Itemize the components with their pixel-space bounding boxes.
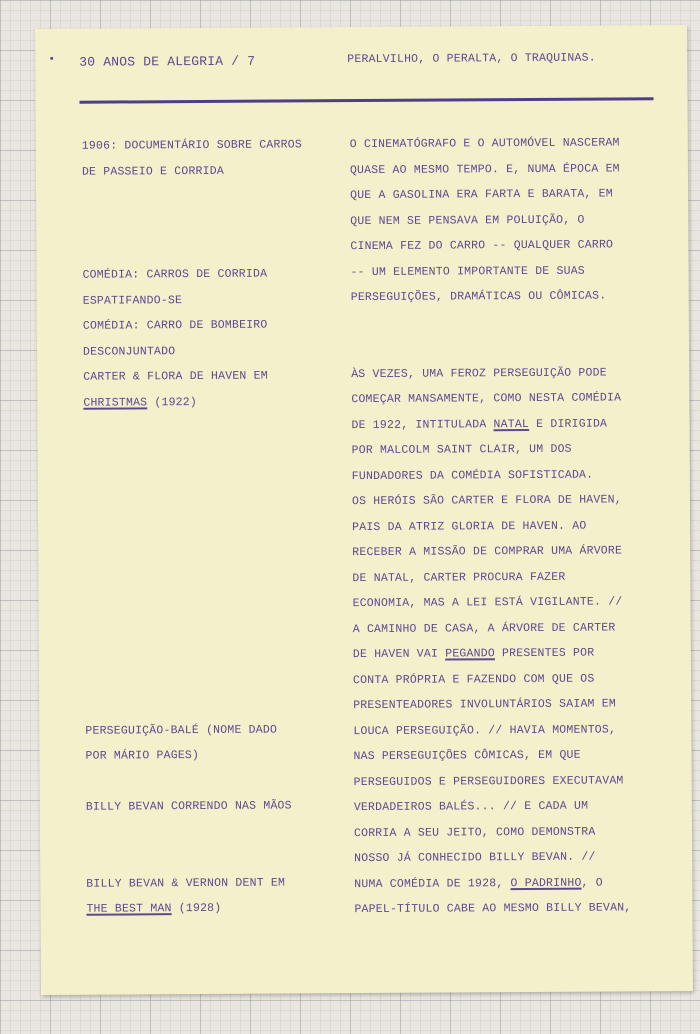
right-line	[353, 647, 595, 661]
left-line: ESPATIFANDO-SE	[82, 294, 183, 308]
punch-mark	[50, 57, 53, 60]
film-title: NATAL	[493, 417, 530, 432]
right-line	[354, 877, 603, 892]
left-line: COMÉDIA: CARRO DE BOMBEIRO	[82, 318, 268, 333]
right-line: QUE A GASOLINA ERA FARTA E BARATA, EM	[350, 187, 613, 203]
right-line: DE NATAL, CARTER PROCURA FAZER	[352, 570, 566, 586]
right-line: COMEÇAR MANSAMENTE, COMO NESTA COMÉDIA	[351, 391, 622, 407]
left-line: PERSEGUIÇÃO-BALÉ (NOME DADO	[85, 723, 278, 738]
right-line: O CINEMATÓGRAFO E O AUTOMÓVEL NASCERAM	[349, 136, 620, 152]
right-line: OS HERÓIS SÃO CARTER E FLORA DE HAVEN,	[351, 493, 622, 509]
header-left: 30 ANOS DE ALEGRIA / 7	[79, 53, 256, 70]
right-line: QUE NEM SE PENSAVA EM POLUIÇÃO, O	[350, 213, 585, 229]
left-line: CARTER & FLORA DE HAVEN EM	[83, 369, 268, 384]
right-line: PRESENTEADORES INVOLUNTÁRIOS SAIAM EM	[353, 697, 616, 713]
right-line: CONTA PRÓPRIA E FAZENDO COM QUE OS	[353, 672, 595, 688]
header-rule	[79, 97, 653, 104]
right-line: QUASE AO MESMO TEMPO. E, NUMA ÉPOCA EM	[349, 162, 620, 178]
right-line: RECEBER A MISSÃO DE COMPRAR UMA ÁRVORE	[352, 544, 623, 560]
right-line: FUNDADORES DA COMÉDIA SOFISTICADA.	[351, 468, 594, 484]
right-line: LOUCA PERSEGUIÇÃO. // HAVIA MOMENTOS,	[353, 723, 617, 739]
text-run: E DIRIGIDA	[528, 417, 608, 431]
right-line: VERDADEIROS BALÉS... // E CADA UM	[353, 799, 589, 815]
left-line: COMÉDIA: CARROS DE CORRIDA	[82, 267, 268, 282]
right-line: PERSEGUIÇÕES, DRAMÁTICAS OU CÔMICAS.	[350, 289, 607, 305]
right-line: NAS PERSEGUIÇÕES CÔMICAS, EM QUE	[353, 748, 581, 764]
film-title: THE BEST MAN	[86, 902, 172, 916]
right-line: -- UM ELEMENTO IMPORTANTE DE SUAS	[350, 264, 585, 280]
right-line: NOSSO JÁ CONHECIDO BILLY BEVAN. //	[354, 850, 596, 866]
left-line: BILLY BEVAN & VERNON DENT EM	[86, 876, 286, 891]
underlined-word: PEGANDO	[445, 647, 495, 661]
right-line: CINEMA FEZ DO CARRO -- QUALQUER CARRO	[350, 238, 614, 254]
right-line: A CAMINHO DE CASA, A ÁRVORE DE CARTER	[352, 621, 616, 637]
right-line: PAPEL-TÍTULO CABE AO MESMO BILLY BEVAN,	[354, 901, 632, 917]
right-line: POR MALCOLM SAINT CLAIR, UM DOS	[351, 442, 572, 458]
left-line: DE PASSEIO E CORRIDA	[81, 164, 224, 179]
right-line	[351, 418, 607, 433]
header-right: PERALVILHO, O PERALTA, O TRAQUINAS.	[347, 51, 596, 67]
text-run: DE HAVEN VAI	[352, 647, 446, 662]
text-run: DE 1922, INTITULADA	[351, 418, 494, 433]
film-title: CHRISTMAS	[83, 396, 148, 410]
left-line: BILLY BEVAN CORRENDO NAS MÃOS	[85, 799, 292, 814]
right-line: CORRIA A SEU JEITO, COMO DEMONSTRA	[353, 825, 596, 841]
right-line: PAIS DA ATRIZ GLORIA DE HAVEN. AO	[352, 519, 587, 535]
right-line: ECONOMIA, MAS A LEI ESTÁ VIGILANTE. //	[352, 595, 623, 611]
left-line: DESCONJUNTADO	[82, 345, 176, 359]
left-line: POR MÁRIO PAGES)	[85, 749, 200, 763]
text-run: PRESENTES POR	[494, 646, 595, 661]
film-year: (1922)	[147, 396, 198, 410]
film-year: (1928)	[171, 901, 222, 916]
film-title: O PADRINHO	[510, 876, 582, 891]
left-line	[86, 902, 221, 916]
left-line: 1906: DOCUMENTÁRIO SOBRE CARROS	[81, 138, 302, 153]
right-line: PERSEGUIDOS E PERSEGUIDORES EXECUTAVAM	[353, 774, 624, 790]
text-run: NUMA COMÉDIA DE 1928,	[354, 877, 511, 892]
typed-page	[35, 25, 693, 995]
text-run: , O	[581, 876, 603, 890]
left-line	[83, 396, 197, 410]
right-line: ÀS VEZES, UMA FEROZ PERSEGUIÇÃO PODE	[351, 366, 607, 382]
